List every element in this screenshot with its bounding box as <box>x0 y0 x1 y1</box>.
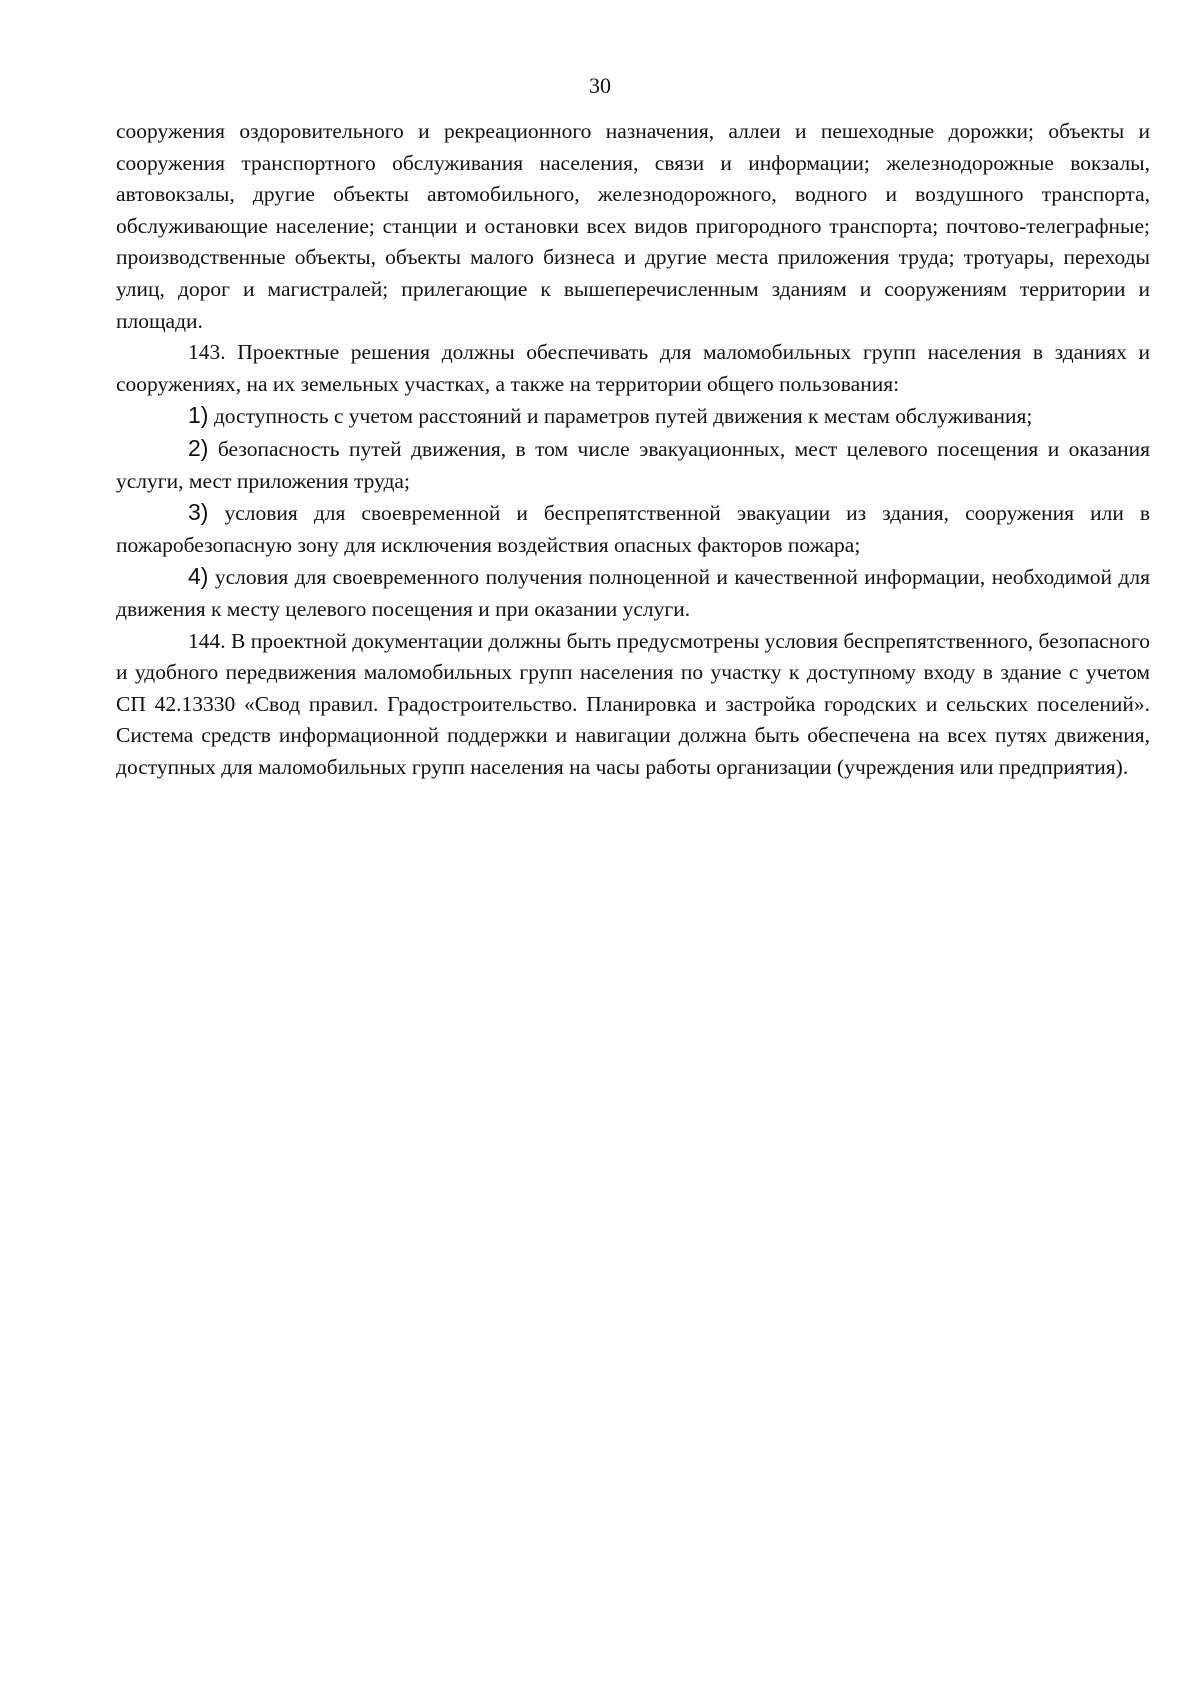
list-item-number: 1) <box>188 402 209 429</box>
list-item-text: доступность с учетом расстояний и параметров путей движения к местам обслуживания; <box>213 404 1033 429</box>
paragraph-144: 144. В проектной документации должны быть предусмотрены условия беспрепятственного, безопасного и удобного передвижения маломобильных групп населения по участку к доступному входу в здание с учетом СП 42.13330 «Свод правил. Градостроительство. Планировка и застройка городских и сельских поселений». Система средств информационной поддержки и навигации должна быть обеспечена на всех путях движения, доступных для маломобильных групп населения на часы работы организации (учреждения или предприятия). <box>116 628 1150 779</box>
list-item-text: безопасность путей движения, в том числе эвакуационных, мест целевого посещения и оказания услуги, мест приложения труда; <box>116 436 1151 493</box>
page-body <box>116 116 1150 783</box>
list-item-1 <box>116 400 1150 433</box>
page-number: 30 <box>589 73 611 98</box>
paragraph-continuation: сооружения оздоровительного и рекреационного назначения, аллеи и пешеходные дорожки; объекты и сооружения транспортного обслуживания населения, связи и информации; железнодорожные вокзалы, автовокзалы, другие объекты автомобильного, железнодорожного, водного и воздушного транспорта, обслуживающие население; станции и остановки всех видов пригородного транспорта; почтово-телеграфные; производственные объекты, объекты малого бизнеса и другие места приложения труда; тротуары, переходы улиц, дорог и магистралей; прилегающие к вышеперечисленным зданиям и сооружениям территории и площади. <box>116 119 1150 333</box>
list-item-number: 2) <box>188 434 209 461</box>
paragraph-143: 143. Проектные решения должны обеспечивать для маломобильных групп населения в зданиях и сооружениях, на их земельных участках, а также на территории общего пользования: <box>116 340 1150 396</box>
list-item-number: 4) <box>188 563 209 590</box>
list-item-3 <box>116 497 1150 561</box>
list-item-text: условия для своевременного получения полноценной и качественной информации, необходимой для движения к месту целевого посещения и при оказании услуги. <box>116 565 1150 621</box>
list-item-2 <box>116 433 1150 497</box>
list-item-text: условия для своевременной и беспрепятственной эвакуации из здания, сооружения или в пожаробезопасную зону для исключения воздействия опасных факторов пожара; <box>116 501 1150 557</box>
list-item-4 <box>116 561 1150 625</box>
list-item-number: 3) <box>188 499 209 526</box>
